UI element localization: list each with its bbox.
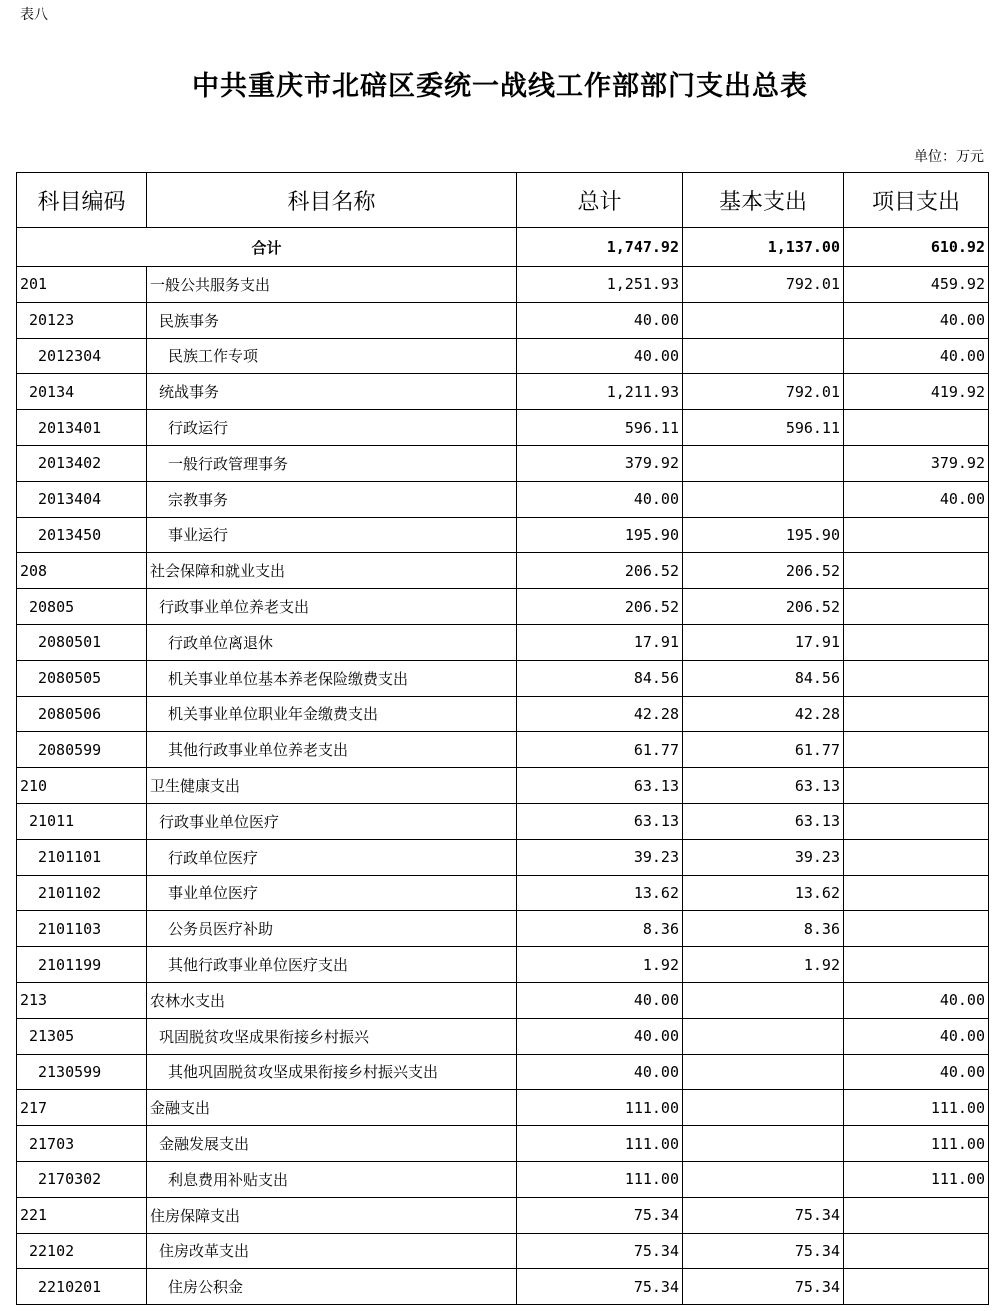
- row-project: 111.00: [844, 1161, 989, 1197]
- page-title: 中共重庆市北碚区委统一战线工作部部门支出总表: [192, 71, 808, 102]
- row-name: 金融支出: [147, 1090, 517, 1126]
- row-total: 39.23: [517, 839, 683, 875]
- row-code: 2101101: [17, 839, 147, 875]
- row-code: 208: [17, 553, 147, 589]
- row-basic: 206.52: [683, 553, 844, 589]
- row-code: 2080599: [17, 732, 147, 768]
- row-project: [844, 624, 989, 660]
- row-basic: 17.91: [683, 624, 844, 660]
- row-name: 事业单位医疗: [147, 875, 517, 911]
- row-project: [844, 875, 989, 911]
- row-total: 40.00: [517, 302, 683, 338]
- row-code: 217: [17, 1090, 147, 1126]
- form-label: 表八: [20, 7, 48, 23]
- row-project: [844, 1197, 989, 1233]
- row-project: [844, 553, 989, 589]
- row-name: 机关事业单位职业年金缴费支出: [147, 696, 517, 732]
- row-basic: [683, 982, 844, 1018]
- row-basic: [683, 1054, 844, 1090]
- row-total: 379.92: [517, 445, 683, 481]
- row-project: 40.00: [844, 302, 989, 338]
- row-basic: [683, 1161, 844, 1197]
- row-basic: 206.52: [683, 589, 844, 625]
- row-name: 机关事业单位基本养老保险缴费支出: [147, 660, 517, 696]
- row-total: 111.00: [517, 1161, 683, 1197]
- total-row: [17, 228, 989, 267]
- row-code: 221: [17, 1197, 147, 1233]
- row-total: 63.13: [517, 803, 683, 839]
- row-total: 40.00: [517, 982, 683, 1018]
- row-name: 行政单位医疗: [147, 839, 517, 875]
- row-project: 459.92: [844, 267, 989, 303]
- row-basic: 792.01: [683, 267, 844, 303]
- table-row: [17, 982, 989, 1018]
- row-name: 公务员医疗补助: [147, 911, 517, 947]
- row-name: 行政运行: [147, 410, 517, 446]
- row-total: 75.34: [517, 1197, 683, 1233]
- row-name: 巩固脱贫攻坚成果衔接乡村振兴: [147, 1018, 517, 1054]
- header-project: 项目支出: [844, 173, 989, 228]
- table-row: [17, 947, 989, 983]
- table-row: [17, 302, 989, 338]
- row-project: 111.00: [844, 1126, 989, 1162]
- row-project: 111.00: [844, 1090, 989, 1126]
- table-row: [17, 1233, 989, 1269]
- row-total: 596.11: [517, 410, 683, 446]
- row-project: 40.00: [844, 1018, 989, 1054]
- row-name: 农林水支出: [147, 982, 517, 1018]
- row-name: 行政单位离退休: [147, 624, 517, 660]
- row-code: 2013401: [17, 410, 147, 446]
- row-name: 行政事业单位医疗: [147, 803, 517, 839]
- row-code: 21703: [17, 1126, 147, 1162]
- row-name: 民族工作专项: [147, 338, 517, 374]
- row-name: 事业运行: [147, 517, 517, 553]
- row-name: 统战事务: [147, 374, 517, 410]
- expenditure-table: [16, 172, 989, 1305]
- table-row: [17, 1126, 989, 1162]
- row-code: 2013404: [17, 481, 147, 517]
- row-name: 住房保障支出: [147, 1197, 517, 1233]
- row-project: 40.00: [844, 338, 989, 374]
- row-name: 社会保障和就业支出: [147, 553, 517, 589]
- row-code: 2013402: [17, 445, 147, 481]
- row-code: 2080501: [17, 624, 147, 660]
- header-basic: 基本支出: [683, 173, 844, 228]
- row-basic: 75.34: [683, 1269, 844, 1305]
- table-row: [17, 839, 989, 875]
- row-basic: [683, 302, 844, 338]
- table-row: [17, 660, 989, 696]
- row-name: 一般公共服务支出: [147, 267, 517, 303]
- row-total: 17.91: [517, 624, 683, 660]
- row-basic: 63.13: [683, 803, 844, 839]
- row-project: [844, 839, 989, 875]
- table-row: [17, 267, 989, 303]
- row-total: 40.00: [517, 481, 683, 517]
- row-basic: 792.01: [683, 374, 844, 410]
- row-code: 213: [17, 982, 147, 1018]
- row-code: 2101199: [17, 947, 147, 983]
- row-total: 1,211.93: [517, 374, 683, 410]
- table-row: [17, 589, 989, 625]
- row-code: 2080505: [17, 660, 147, 696]
- row-name: 民族事务: [147, 302, 517, 338]
- row-code: 21305: [17, 1018, 147, 1054]
- table-row: [17, 410, 989, 446]
- row-basic: [683, 1126, 844, 1162]
- table-row: [17, 1161, 989, 1197]
- table-row: [17, 875, 989, 911]
- row-basic: 63.13: [683, 768, 844, 804]
- row-code: 2101103: [17, 911, 147, 947]
- row-project: [844, 768, 989, 804]
- table-row: [17, 517, 989, 553]
- row-basic: [683, 338, 844, 374]
- row-project: 40.00: [844, 982, 989, 1018]
- row-basic: [683, 1090, 844, 1126]
- row-total: 13.62: [517, 875, 683, 911]
- total-project: 610.92: [844, 228, 989, 267]
- row-total: 42.28: [517, 696, 683, 732]
- table-row: [17, 1269, 989, 1305]
- table-header-row: [17, 173, 989, 228]
- row-project: 419.92: [844, 374, 989, 410]
- row-total: 206.52: [517, 589, 683, 625]
- table-row: [17, 803, 989, 839]
- table-row: [17, 624, 989, 660]
- row-total: 1,251.93: [517, 267, 683, 303]
- row-total: 63.13: [517, 768, 683, 804]
- table-row: [17, 1090, 989, 1126]
- row-basic: 8.36: [683, 911, 844, 947]
- row-project: [844, 1233, 989, 1269]
- total-sum: 1,747.92: [517, 228, 683, 267]
- row-basic: [683, 445, 844, 481]
- header-total: 总计: [517, 173, 683, 228]
- total-label: 合计: [17, 228, 517, 267]
- table-row: [17, 696, 989, 732]
- table-row: [17, 553, 989, 589]
- row-basic: 1.92: [683, 947, 844, 983]
- row-name: 一般行政管理事务: [147, 445, 517, 481]
- row-total: 1.92: [517, 947, 683, 983]
- row-total: 195.90: [517, 517, 683, 553]
- header-name: 科目名称: [147, 173, 517, 228]
- row-code: 2012304: [17, 338, 147, 374]
- row-basic: 75.34: [683, 1233, 844, 1269]
- row-project: [844, 589, 989, 625]
- table-row: [17, 445, 989, 481]
- total-basic: 1,137.00: [683, 228, 844, 267]
- table-row: [17, 481, 989, 517]
- row-project: [844, 803, 989, 839]
- table-row: [17, 374, 989, 410]
- row-code: 2210201: [17, 1269, 147, 1305]
- row-basic: [683, 481, 844, 517]
- row-basic: 61.77: [683, 732, 844, 768]
- row-code: 201: [17, 267, 147, 303]
- row-code: 2170302: [17, 1161, 147, 1197]
- row-name: 利息费用补贴支出: [147, 1161, 517, 1197]
- row-basic: [683, 1018, 844, 1054]
- row-project: [844, 410, 989, 446]
- row-total: 8.36: [517, 911, 683, 947]
- row-code: 20805: [17, 589, 147, 625]
- row-name: 卫生健康支出: [147, 768, 517, 804]
- row-total: 40.00: [517, 1054, 683, 1090]
- row-name: 宗教事务: [147, 481, 517, 517]
- row-project: 40.00: [844, 481, 989, 517]
- table-row: [17, 768, 989, 804]
- row-code: 2130599: [17, 1054, 147, 1090]
- row-basic: 84.56: [683, 660, 844, 696]
- row-total: 84.56: [517, 660, 683, 696]
- row-name: 行政事业单位养老支出: [147, 589, 517, 625]
- table-row: [17, 1054, 989, 1090]
- table-row: [17, 911, 989, 947]
- table-body: [17, 228, 989, 1305]
- table-row: [17, 1018, 989, 1054]
- row-total: 61.77: [517, 732, 683, 768]
- row-project: [844, 660, 989, 696]
- row-total: 75.34: [517, 1269, 683, 1305]
- row-name: 住房改革支出: [147, 1233, 517, 1269]
- row-code: 20123: [17, 302, 147, 338]
- row-basic: 39.23: [683, 839, 844, 875]
- row-name: 住房公积金: [147, 1269, 517, 1305]
- row-basic: 75.34: [683, 1197, 844, 1233]
- row-total: 40.00: [517, 1018, 683, 1054]
- row-total: 111.00: [517, 1090, 683, 1126]
- row-code: 2101102: [17, 875, 147, 911]
- row-project: [844, 732, 989, 768]
- row-project: [844, 947, 989, 983]
- row-project: 379.92: [844, 445, 989, 481]
- row-total: 40.00: [517, 338, 683, 374]
- row-total: 75.34: [517, 1233, 683, 1269]
- row-project: [844, 517, 989, 553]
- row-name: 其他行政事业单位养老支出: [147, 732, 517, 768]
- row-total: 206.52: [517, 553, 683, 589]
- row-code: 2080506: [17, 696, 147, 732]
- row-name: 其他巩固脱贫攻坚成果衔接乡村振兴支出: [147, 1054, 517, 1090]
- row-code: 20134: [17, 374, 147, 410]
- row-project: 40.00: [844, 1054, 989, 1090]
- row-basic: 13.62: [683, 875, 844, 911]
- header-code: 科目编码: [17, 173, 147, 228]
- unit-label: 单位：万元: [914, 149, 984, 165]
- row-project: [844, 1269, 989, 1305]
- table-row: [17, 1197, 989, 1233]
- row-name: 其他行政事业单位医疗支出: [147, 947, 517, 983]
- row-basic: 42.28: [683, 696, 844, 732]
- row-code: 2013450: [17, 517, 147, 553]
- row-code: 21011: [17, 803, 147, 839]
- row-total: 111.00: [517, 1126, 683, 1162]
- table-row: [17, 732, 989, 768]
- table-row: [17, 338, 989, 374]
- row-basic: 596.11: [683, 410, 844, 446]
- row-project: [844, 911, 989, 947]
- row-basic: 195.90: [683, 517, 844, 553]
- row-project: [844, 696, 989, 732]
- row-code: 210: [17, 768, 147, 804]
- row-code: 22102: [17, 1233, 147, 1269]
- row-name: 金融发展支出: [147, 1126, 517, 1162]
